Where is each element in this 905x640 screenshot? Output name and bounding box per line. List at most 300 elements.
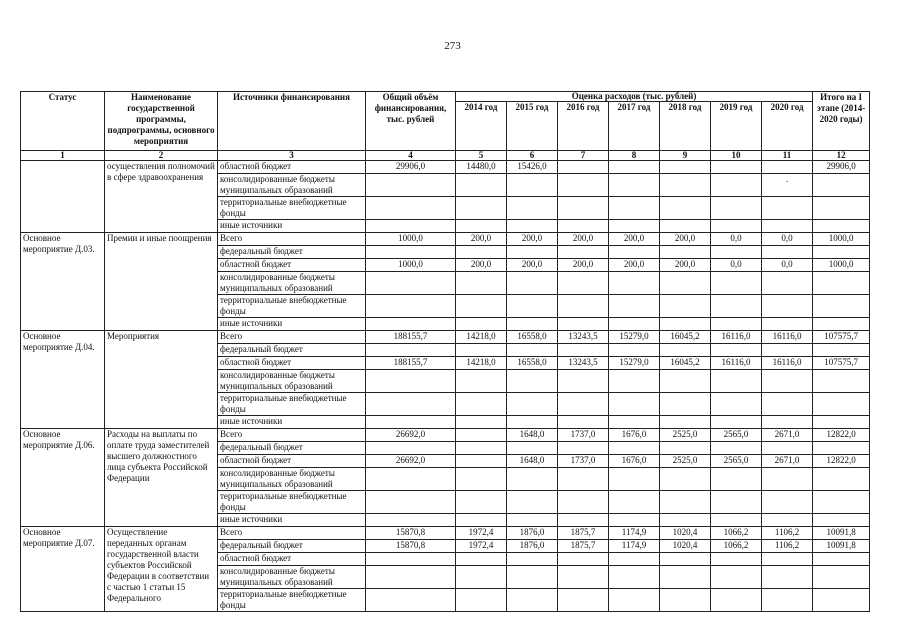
row-value	[660, 468, 711, 491]
row-value	[558, 553, 609, 566]
row-value	[558, 246, 609, 259]
row-value	[762, 272, 813, 295]
row-source: федеральный бюджет	[218, 540, 366, 553]
row-value	[813, 246, 870, 259]
row-source: иные источники	[218, 514, 366, 527]
row-source: федеральный бюджет	[218, 442, 366, 455]
budget-table-frame	[20, 91, 869, 610]
header-year: 2018 год	[660, 102, 711, 151]
row-value	[507, 393, 558, 416]
row-value	[507, 589, 558, 612]
row-value	[609, 318, 660, 331]
row-value: 1000,0	[813, 233, 870, 246]
row-value: 26692,0	[366, 455, 456, 468]
row-source: территориальные внебюджетные фонды	[218, 589, 366, 612]
row-value	[558, 491, 609, 514]
header-result: Итого на I этапе (2014-2020 годы)	[813, 92, 870, 151]
row-name: Мероприятия	[105, 331, 218, 429]
row-name: Осуществление переданных органам государственной власти субъектов Российской Федерации в соответствии с частью 1 статьи 15 Федерального	[105, 527, 218, 612]
row-value	[660, 491, 711, 514]
row-value	[813, 442, 870, 455]
row-value	[711, 272, 762, 295]
row-value	[507, 566, 558, 589]
column-index: 9	[660, 151, 711, 161]
row-value: 1737,0	[558, 455, 609, 468]
row-value	[711, 295, 762, 318]
row-source: территориальные внебюджетные фонды	[218, 197, 366, 220]
table-row	[21, 331, 870, 344]
row-source: областной бюджет	[218, 357, 366, 370]
row-value	[711, 318, 762, 331]
row-value	[660, 161, 711, 174]
row-value	[609, 272, 660, 295]
row-value	[762, 370, 813, 393]
row-value	[813, 295, 870, 318]
row-value	[711, 491, 762, 514]
row-value	[660, 442, 711, 455]
row-value	[660, 393, 711, 416]
row-source: Всего	[218, 331, 366, 344]
table-row	[21, 429, 870, 442]
row-source: иные источники	[218, 220, 366, 233]
row-value	[366, 442, 456, 455]
row-value: 1876,0	[507, 527, 558, 540]
row-value	[762, 220, 813, 233]
row-value	[762, 393, 813, 416]
row-value: .	[762, 174, 813, 197]
row-value	[609, 416, 660, 429]
row-value	[558, 393, 609, 416]
header-year: 2019 год	[711, 102, 762, 151]
row-source: иные источники	[218, 318, 366, 331]
row-value	[366, 566, 456, 589]
row-value: 15870,8	[366, 527, 456, 540]
row-value: 15279,0	[609, 331, 660, 344]
header-year: 2016 год	[558, 102, 609, 151]
row-value	[762, 197, 813, 220]
row-value	[366, 416, 456, 429]
column-index: 2	[105, 151, 218, 161]
row-value	[507, 514, 558, 527]
row-value	[456, 197, 507, 220]
row-value	[609, 344, 660, 357]
row-value: 1000,0	[813, 259, 870, 272]
row-value	[558, 174, 609, 197]
row-value	[660, 272, 711, 295]
row-value	[456, 514, 507, 527]
column-index: 4	[366, 151, 456, 161]
row-source: территориальные внебюджетные фонды	[218, 491, 366, 514]
row-source: иные источники	[218, 416, 366, 429]
column-index: 5	[456, 151, 507, 161]
row-value: 13243,5	[558, 357, 609, 370]
row-value: 200,0	[507, 259, 558, 272]
row-source: федеральный бюджет	[218, 246, 366, 259]
header-index-row	[21, 151, 870, 161]
row-value	[609, 220, 660, 233]
row-value	[609, 514, 660, 527]
row-value	[711, 161, 762, 174]
row-value	[813, 416, 870, 429]
header-estimate: Оценка расходов (тыс. рублей)	[456, 92, 813, 102]
row-value: 1875,7	[558, 527, 609, 540]
row-value: 200,0	[507, 233, 558, 246]
row-value: 2565,0	[711, 455, 762, 468]
row-value	[456, 344, 507, 357]
row-value: 12822,0	[813, 455, 870, 468]
row-value	[456, 295, 507, 318]
row-value: 1676,0	[609, 455, 660, 468]
row-value	[711, 393, 762, 416]
row-value: 1066,2	[711, 527, 762, 540]
row-value: 0,0	[711, 259, 762, 272]
row-value: 15279,0	[609, 357, 660, 370]
row-value	[762, 553, 813, 566]
row-value	[366, 344, 456, 357]
row-value	[507, 295, 558, 318]
header-status: Статус	[21, 92, 105, 151]
row-value	[456, 491, 507, 514]
row-value	[711, 553, 762, 566]
row-value	[507, 174, 558, 197]
row-value: 10091,8	[813, 527, 870, 540]
row-value: 14218,0	[456, 331, 507, 344]
row-source: областной бюджет	[218, 259, 366, 272]
row-value: 2565,0	[711, 429, 762, 442]
row-value	[762, 246, 813, 259]
row-value: 1020,4	[660, 540, 711, 553]
row-status: Основное мероприятие Д.03.	[21, 233, 105, 331]
row-value: 1020,4	[660, 527, 711, 540]
row-value	[558, 442, 609, 455]
row-value	[366, 491, 456, 514]
row-value	[507, 370, 558, 393]
row-value	[456, 246, 507, 259]
row-value	[507, 468, 558, 491]
column-index: 6	[507, 151, 558, 161]
row-value	[507, 272, 558, 295]
row-value	[456, 553, 507, 566]
row-value	[762, 589, 813, 612]
row-value	[711, 344, 762, 357]
row-value: 2671,0	[762, 429, 813, 442]
row-value	[813, 514, 870, 527]
row-value	[609, 161, 660, 174]
row-status	[21, 161, 105, 233]
row-value: 107575,7	[813, 357, 870, 370]
row-value: 14480,0	[456, 161, 507, 174]
row-source: областной бюджет	[218, 553, 366, 566]
row-value	[366, 197, 456, 220]
row-value	[660, 370, 711, 393]
row-source: Всего	[218, 429, 366, 442]
row-value	[813, 174, 870, 197]
row-value: 0,0	[762, 259, 813, 272]
row-value	[558, 566, 609, 589]
row-value	[711, 589, 762, 612]
row-value: 16116,0	[762, 331, 813, 344]
row-value	[813, 318, 870, 331]
budget-table	[20, 91, 870, 612]
row-name: осуществления полномочий в сфере здравоохранения	[105, 161, 218, 233]
row-value: 1106,2	[762, 527, 813, 540]
row-value: 200,0	[660, 233, 711, 246]
row-value	[558, 318, 609, 331]
column-index: 12	[813, 151, 870, 161]
row-value: 15426,0	[507, 161, 558, 174]
row-value	[507, 553, 558, 566]
row-value: 29906,0	[366, 161, 456, 174]
row-value	[366, 514, 456, 527]
row-value: 1000,0	[366, 233, 456, 246]
row-value: 1737,0	[558, 429, 609, 442]
row-value	[762, 161, 813, 174]
row-value	[609, 491, 660, 514]
row-value	[609, 589, 660, 612]
row-value	[558, 295, 609, 318]
row-value	[507, 344, 558, 357]
row-value: 0,0	[711, 233, 762, 246]
row-source: консолидированные бюджеты муниципальных образований	[218, 174, 366, 197]
row-value	[366, 174, 456, 197]
row-value	[660, 295, 711, 318]
row-value	[711, 468, 762, 491]
row-value: 15870,8	[366, 540, 456, 553]
row-value: 107575,7	[813, 331, 870, 344]
row-status: Основное мероприятие Д.06.	[21, 429, 105, 527]
header-year: 2017 год	[609, 102, 660, 151]
header-sources: Источники финансирования	[218, 92, 366, 151]
row-value	[762, 416, 813, 429]
row-value	[507, 442, 558, 455]
row-value: 2671,0	[762, 455, 813, 468]
row-source: Всего	[218, 233, 366, 246]
row-value	[366, 393, 456, 416]
row-value	[456, 416, 507, 429]
row-value	[456, 429, 507, 442]
row-value: 13243,5	[558, 331, 609, 344]
row-value	[366, 295, 456, 318]
row-value	[762, 442, 813, 455]
row-value	[558, 220, 609, 233]
row-value	[711, 197, 762, 220]
header-year: 2020 год	[762, 102, 813, 151]
row-value: 200,0	[558, 259, 609, 272]
row-value	[813, 370, 870, 393]
row-value: 16045,2	[660, 331, 711, 344]
row-value	[456, 566, 507, 589]
column-index: 3	[218, 151, 366, 161]
row-value: 16116,0	[711, 331, 762, 344]
header-year: 2014 год	[456, 102, 507, 151]
row-value: 188155,7	[366, 357, 456, 370]
row-value	[762, 295, 813, 318]
row-value: 1106,2	[762, 540, 813, 553]
row-value	[456, 589, 507, 612]
row-value: 1174,9	[609, 527, 660, 540]
row-name: Расходы на выплаты по оплате труда заместителей высшего должностного лица субъекта Российской Федерации	[105, 429, 218, 527]
header-row	[21, 92, 870, 102]
row-value	[609, 295, 660, 318]
row-value	[558, 589, 609, 612]
row-value: 1676,0	[609, 429, 660, 442]
row-source: территориальные внебюджетные фонды	[218, 295, 366, 318]
row-value	[813, 566, 870, 589]
row-value	[558, 197, 609, 220]
row-value: 16558,0	[507, 331, 558, 344]
row-value	[711, 370, 762, 393]
row-value: 1972,4	[456, 527, 507, 540]
row-value	[660, 416, 711, 429]
row-value	[456, 468, 507, 491]
row-value	[813, 553, 870, 566]
row-value	[456, 174, 507, 197]
row-value	[813, 491, 870, 514]
row-value: 1174,9	[609, 540, 660, 553]
row-value	[366, 370, 456, 393]
row-value	[456, 318, 507, 331]
row-source: территориальные внебюджетные фонды	[218, 393, 366, 416]
row-value	[366, 589, 456, 612]
row-value	[711, 246, 762, 259]
row-value	[609, 197, 660, 220]
row-value	[609, 566, 660, 589]
row-status: Основное мероприятие Д.07.	[21, 527, 105, 612]
row-value	[813, 589, 870, 612]
row-value: 16116,0	[711, 357, 762, 370]
page-number: 273	[444, 40, 461, 52]
row-source: областной бюджет	[218, 161, 366, 174]
row-value	[609, 370, 660, 393]
row-value: 1972,4	[456, 540, 507, 553]
table-row	[21, 527, 870, 540]
row-value	[456, 370, 507, 393]
row-value	[711, 514, 762, 527]
row-value	[660, 514, 711, 527]
row-value	[507, 318, 558, 331]
row-value	[558, 161, 609, 174]
row-source: консолидированные бюджеты муниципальных образований	[218, 370, 366, 393]
row-value: 200,0	[660, 259, 711, 272]
row-value	[813, 468, 870, 491]
row-value	[813, 393, 870, 416]
row-value	[711, 566, 762, 589]
row-value	[813, 197, 870, 220]
row-value	[558, 416, 609, 429]
row-value	[507, 491, 558, 514]
row-value	[507, 246, 558, 259]
table-row	[21, 233, 870, 246]
row-value: 10091,8	[813, 540, 870, 553]
column-index: 1	[21, 151, 105, 161]
row-value: 1648,0	[507, 455, 558, 468]
row-source: федеральный бюджет	[218, 344, 366, 357]
row-value: 1875,7	[558, 540, 609, 553]
row-value	[813, 220, 870, 233]
row-value	[558, 344, 609, 357]
row-value	[456, 272, 507, 295]
table-row	[21, 161, 870, 174]
row-source: консолидированные бюджеты муниципальных образований	[218, 566, 366, 589]
row-value: 200,0	[609, 233, 660, 246]
row-value: 1066,2	[711, 540, 762, 553]
row-value	[711, 174, 762, 197]
column-index: 10	[711, 151, 762, 161]
row-value	[660, 197, 711, 220]
column-index: 7	[558, 151, 609, 161]
row-value: 14218,0	[456, 357, 507, 370]
row-value	[660, 318, 711, 331]
row-value	[762, 491, 813, 514]
row-value	[711, 220, 762, 233]
header-total: Общий объём финансирования, тыс. рублей	[366, 92, 456, 151]
row-value	[609, 393, 660, 416]
header-year: 2015 год	[507, 102, 558, 151]
row-value	[558, 468, 609, 491]
row-value	[609, 174, 660, 197]
row-value	[711, 416, 762, 429]
row-value: 188155,7	[366, 331, 456, 344]
row-value	[366, 246, 456, 259]
row-value	[762, 514, 813, 527]
header-name: Наименование государственной программы, подпрограммы, основного мероприятия	[105, 92, 218, 151]
row-value	[762, 566, 813, 589]
row-value	[366, 553, 456, 566]
row-value	[660, 566, 711, 589]
row-source: консолидированные бюджеты муниципальных образований	[218, 468, 366, 491]
row-value	[456, 220, 507, 233]
row-value	[558, 514, 609, 527]
row-value	[366, 318, 456, 331]
row-value: 0,0	[762, 233, 813, 246]
row-value: 1876,0	[507, 540, 558, 553]
row-value	[456, 393, 507, 416]
row-value	[660, 174, 711, 197]
column-index: 11	[762, 151, 813, 161]
row-value	[660, 220, 711, 233]
row-value	[366, 220, 456, 233]
row-value	[762, 344, 813, 357]
row-value	[456, 442, 507, 455]
row-value	[609, 246, 660, 259]
row-value	[558, 272, 609, 295]
row-value	[558, 370, 609, 393]
row-value	[366, 272, 456, 295]
row-source: областной бюджет	[218, 455, 366, 468]
row-value: 26692,0	[366, 429, 456, 442]
column-index: 8	[609, 151, 660, 161]
row-value	[762, 318, 813, 331]
row-value	[660, 553, 711, 566]
row-value	[609, 553, 660, 566]
row-value	[762, 468, 813, 491]
row-value	[366, 468, 456, 491]
row-value: 200,0	[609, 259, 660, 272]
row-value	[813, 272, 870, 295]
row-value	[507, 220, 558, 233]
row-value: 16558,0	[507, 357, 558, 370]
row-source: Всего	[218, 527, 366, 540]
row-value	[660, 589, 711, 612]
row-source: консолидированные бюджеты муниципальных образований	[218, 272, 366, 295]
row-value: 2525,0	[660, 455, 711, 468]
row-value: 1648,0	[507, 429, 558, 442]
row-status: Основное мероприятие Д.04.	[21, 331, 105, 429]
row-value	[711, 442, 762, 455]
row-value: 200,0	[558, 233, 609, 246]
row-value: 200,0	[456, 233, 507, 246]
row-name: Премии и иные поощрения	[105, 233, 218, 331]
